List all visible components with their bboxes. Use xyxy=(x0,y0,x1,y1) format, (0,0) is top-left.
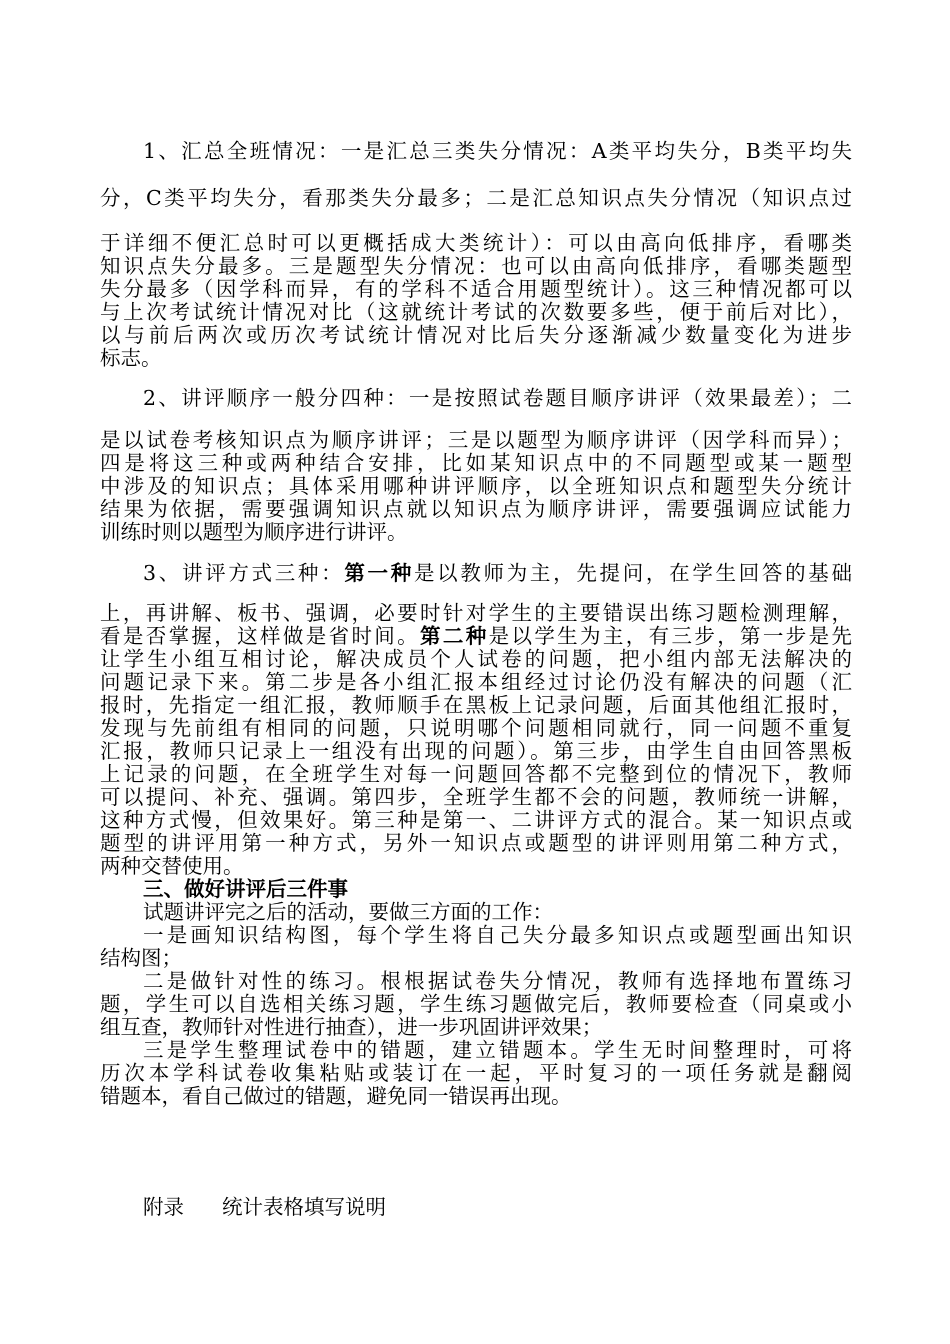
paragraph-line: 是以试卷考核知识点为顺序讲评；三是以题型为顺序讲评（因学科而异）； xyxy=(100,428,852,452)
paragraph-line: 中涉及的知识点；具体采用哪种讲评顺序，以全班知识点和题型失分统计 xyxy=(100,474,852,498)
paragraph-line: 失分最多（因学科而异，有的学科不适合用题型统计）。这三种情况都可以 xyxy=(100,277,852,301)
paragraph-line: 试题讲评完之后的活动，要做三方面的工作： xyxy=(143,900,553,924)
paragraph-line: 报时，先指定一组汇报，教师顺手在黑板上记录问题，后面其他组汇报时， xyxy=(100,693,852,717)
paragraph-line: 结构图； xyxy=(100,946,182,970)
paragraph-line: 发现与先前组有相同的问题，只说明哪个问题相同就行，同一问题不重复 xyxy=(100,716,852,740)
paragraph-line: 知识点失分最多。三是题型失分情况：也可以由高向低排序，看哪类题型 xyxy=(100,254,852,278)
paragraph-line: 上，再讲解、板书、强调，必要时针对学生的主要错误出练习题检测理解， xyxy=(100,601,852,625)
paragraph-line: 三是学生整理试卷中的错题，建立错题本。学生无时间整理时，可将 xyxy=(143,1038,852,1062)
paragraph-line: 两种交替使用。 xyxy=(100,854,244,878)
appendix-title xyxy=(143,1195,386,1219)
paragraph-line: 标志。 xyxy=(100,346,162,370)
paragraph-line: 看是否掌握，这样做是省时间。第二种是以学生为主，有三步，第一步是先 xyxy=(100,624,852,648)
paragraph-line: 这种方式慢，但效果好。第三种是第一、二讲评方式的混合。某一知识点或 xyxy=(100,808,852,832)
paragraph-line: 错题本，看自己做过的错题，避免同一错误再出现。 xyxy=(100,1084,572,1108)
paragraph-line: 题型的讲评用第一种方式，另外一知识点或题型的讲评则用第二种方式， xyxy=(100,831,852,855)
paragraph-line: 训练时则以题型为顺序进行讲评。 xyxy=(100,520,408,544)
bold-term: 第二种 xyxy=(420,624,489,648)
paragraph-line: 3、讲评方式三种：第一种是以教师为主，先提问，在学生回答的基础 xyxy=(143,561,853,585)
paragraph-line: 结果为依据，需要强调知识点就以知识点为顺序讲评，需要强调应试能力 xyxy=(100,497,852,521)
paragraph-line: 一是画知识结构图，每个学生将自己失分最多知识点或题型画出知识 xyxy=(143,923,852,947)
paragraph-line: 组互查，教师针对性进行抽查），进一步巩固讲评效果； xyxy=(100,1015,603,1039)
paragraph-line: 分，C类平均失分，看那类失分最多；二是汇总知识点失分情况（知识点过 xyxy=(100,186,852,210)
bold-term: 第一种 xyxy=(344,561,414,585)
paragraph-line: 1、汇总全班情况：一是汇总三类失分情况：A类平均失分，B类平均失 xyxy=(143,139,852,163)
paragraph-line: 历次本学科试卷收集粘贴或装订在一起，平时复习的一项任务就是翻阅 xyxy=(100,1061,852,1085)
paragraph-line: 与上次考试统计情况对比（这就统计考试的次数要多些，便于前后对比）， xyxy=(100,300,852,324)
appendix-heading: 统计表格填写说明 xyxy=(222,1195,386,1219)
paragraph-line: 以与前后两次或历次考试统计情况对比后失分逐渐减少数量变化为进步 xyxy=(100,323,852,347)
paragraph-line: 问题记录下来。第二步是各小组汇报本组经过讨论仍没有解决的问题（汇 xyxy=(100,670,852,694)
paragraph-line: 题，学生可以自选相关练习题，学生练习题做完后，教师要检查（同桌或小 xyxy=(100,992,852,1016)
paragraph-line: 二是做针对性的练习。根根据试卷失分情况，教师有选择地布置练习 xyxy=(143,969,852,993)
paragraph-line: 于详细不便汇总时可以更概括成大类统计）：可以由高向低排序，看哪类 xyxy=(100,231,852,255)
paragraph-line: 汇报，教师只记录上一组没有出现的问题）。第三步，由学生自由回答黑板 xyxy=(100,739,852,763)
section-heading: 三、做好讲评后三件事 xyxy=(143,877,348,901)
paragraph-line: 上记录的问题，在全班学生对每一问题回答都不完整到位的情况下，教师 xyxy=(100,762,852,786)
paragraph-line: 四是将这三种或两种结合安排，比如某知识点中的不同题型或某一题型 xyxy=(100,451,852,475)
paragraph-line: 让学生小组互相讨论，解决成员个人试卷的问题，把小组内部无法解决的 xyxy=(100,647,852,671)
appendix-label: 附录 xyxy=(143,1195,184,1219)
paragraph-line: 可以提问、补充、强调。第四步，全班学生都不会的问题，教师统一讲解， xyxy=(100,785,852,809)
paragraph-line: 2、讲评顺序一般分四种：一是按照试卷题目顺序讲评（效果最差）；二 xyxy=(143,386,852,410)
